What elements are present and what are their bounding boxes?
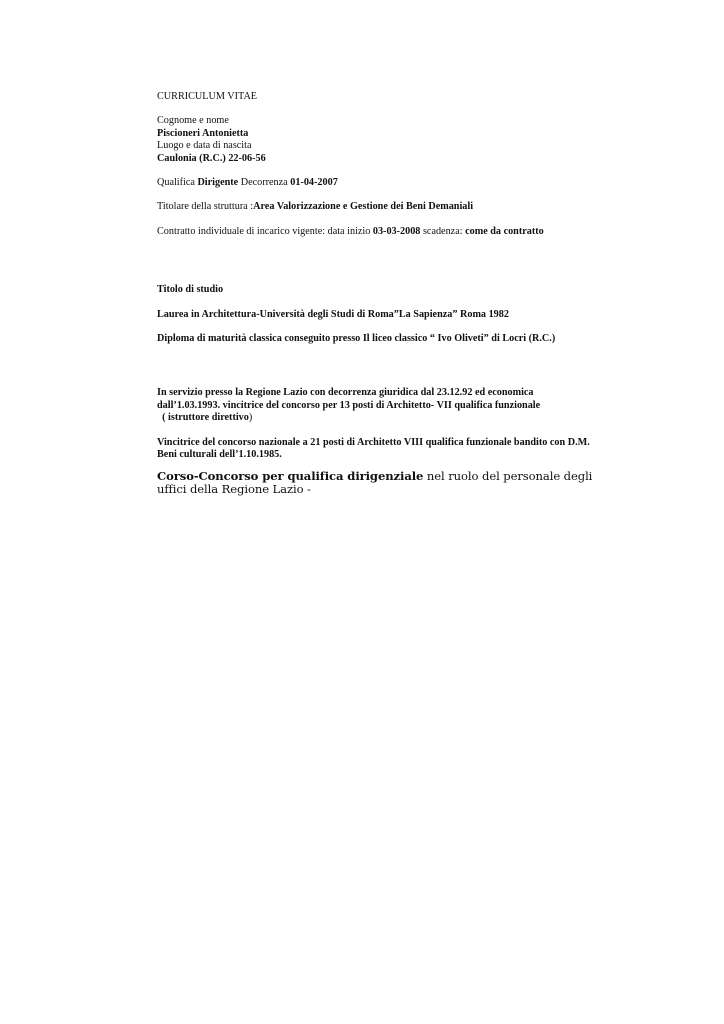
servizio-line-3-bold: ( istruttore direttivo <box>157 412 249 424</box>
name-value: Piscioneri Antonietta <box>157 127 249 139</box>
servizio-line-3 <box>157 412 597 424</box>
laurea-line: Laurea in Architettura-Università degli Studi di Roma”La Sapienza” Roma 1982 <box>157 308 509 320</box>
servizio-line-1: In servizio presso la Regione Lazio con decorrenza giuridica dal 23.12.92 ed economica <box>157 387 534 399</box>
contratto-line <box>157 226 597 238</box>
vincitrice-line-2: Beni culturali dell’1.10.1985. <box>157 449 282 461</box>
servizio-line-3-end: ) <box>248 412 253 424</box>
contratto-start: 03-03-2008 <box>372 225 421 237</box>
titolare-value: Area Valorizzazione e Gestione dei Beni Demaniali <box>253 201 474 213</box>
corso-rest: nel ruolo del personale degli uffici della Regione Lazio - <box>157 468 593 497</box>
corso-bold: Corso-Concorso per qualifica dirigenziale <box>157 468 424 483</box>
birth-value: Caulonia (R.C.) 22-06-56 <box>157 152 266 164</box>
diploma-line: Diploma di maturità classica conseguito presso Il liceo classico “ Ivo Oliveti” di Locri (R.C.) <box>157 333 556 345</box>
qualifica-value: Dirigente <box>197 177 239 189</box>
scadenza-label: scadenza: <box>420 225 466 237</box>
birth-label: Luogo e data di nascita <box>157 140 252 152</box>
qualifica-line <box>157 177 597 189</box>
corso-paragraph <box>157 470 597 497</box>
contratto-label: Contratto individuale di incarico vigente: data inizio <box>157 225 373 237</box>
servizio-line-2: dall’1.03.1993. vincitrice del concorso per 13 posti di Architetto- VII qualifica funzionale <box>157 399 541 411</box>
studio-title: Titolo di studio <box>157 284 224 296</box>
titolare-line <box>157 201 597 213</box>
decorrenza-value: 01-04-2007 <box>290 177 338 189</box>
cv-content <box>157 91 597 497</box>
vincitrice-line-1: Vincitrice del concorso nazionale a 21 posti di Architetto VIII qualifica funzionale bandito con D.M. <box>157 436 590 448</box>
qualifica-label: Qualifica <box>157 177 198 189</box>
decorrenza-label: Decorrenza <box>238 177 291 189</box>
cv-heading: CURRICULUM VITAE <box>157 91 258 102</box>
scadenza-value: come da contratto <box>465 225 544 237</box>
titolare-label: Titolare della struttura : <box>157 201 254 213</box>
name-label: Cognome e nome <box>157 115 229 127</box>
